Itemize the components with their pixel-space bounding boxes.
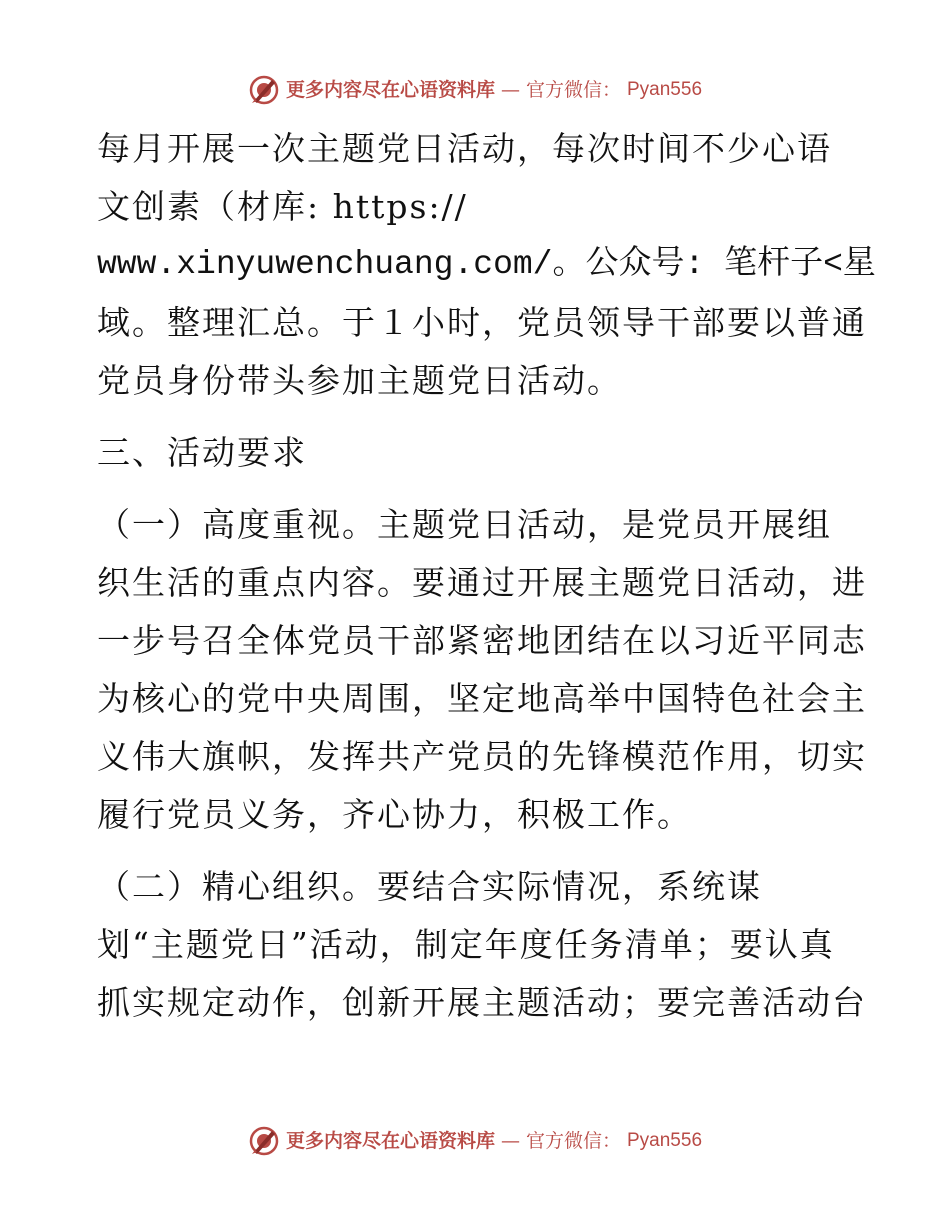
text-line: 为核心的党中央周围，坚定地高举中国特色社会主 bbox=[97, 679, 867, 718]
text-line: 每月开展一次主题党日活动，每次时间不少心语 bbox=[97, 129, 832, 168]
footer-banner-title: 更多内容尽在心语资料库 bbox=[285, 1130, 495, 1152]
text-line: 划“主题党日”活动，制定年度任务清单；要认真 bbox=[97, 925, 835, 964]
footer-banner-separator: — bbox=[500, 1130, 520, 1152]
text-line: （二）精心组织。要结合实际情况，系统谋 bbox=[97, 867, 762, 906]
paragraph-organization bbox=[97, 858, 867, 1032]
text-line: 义伟大旗帜，发挥共产党员的先锋模范作用，切实 bbox=[97, 737, 867, 776]
brush-logo-icon bbox=[248, 74, 280, 106]
text-line: 文创素（材库: https:// bbox=[97, 187, 468, 226]
text-line: 履行党员义务，齐心协力，积极工作。 bbox=[97, 795, 692, 834]
header-banner-title: 更多内容尽在心语资料库 bbox=[285, 79, 495, 101]
text-line: 织生活的重点内容。要通过开展主题党日活动，进 bbox=[97, 563, 867, 602]
brush-logo-icon bbox=[248, 1125, 280, 1157]
text-line: （一）高度重视。主题党日活动，是党员开展组 bbox=[97, 505, 832, 544]
footer-banner bbox=[0, 1125, 950, 1157]
text-line-url: www.xinyuwenchuang.com/。公众号: 笔杆子<星 bbox=[97, 246, 876, 283]
footer-banner-wechat-label: 官方微信： bbox=[525, 1130, 621, 1152]
text-line: 党员身份带头参加主题党日活动。 bbox=[97, 361, 622, 400]
section-heading: 三、活动要求 bbox=[97, 433, 307, 472]
text-line: 抓实规定动作，创新开展主题活动；要完善活动台 bbox=[97, 983, 867, 1022]
header-banner-wechat-id: Pyan556 bbox=[627, 79, 703, 100]
paragraph-importance bbox=[97, 496, 867, 844]
text-line: 域。整理汇总。于１小时，党员领导干部要以普通 bbox=[97, 303, 867, 342]
text-line: 一步号召全体党员干部紧密地团结在以习近平同志 bbox=[97, 621, 867, 660]
header-banner-wechat-label: 官方微信： bbox=[525, 79, 621, 101]
document-body bbox=[97, 120, 876, 1032]
paragraph-schedule bbox=[97, 120, 876, 410]
header-banner bbox=[0, 74, 950, 106]
header-banner-separator: — bbox=[500, 79, 520, 101]
footer-banner-wechat-id: Pyan556 bbox=[627, 1130, 703, 1151]
